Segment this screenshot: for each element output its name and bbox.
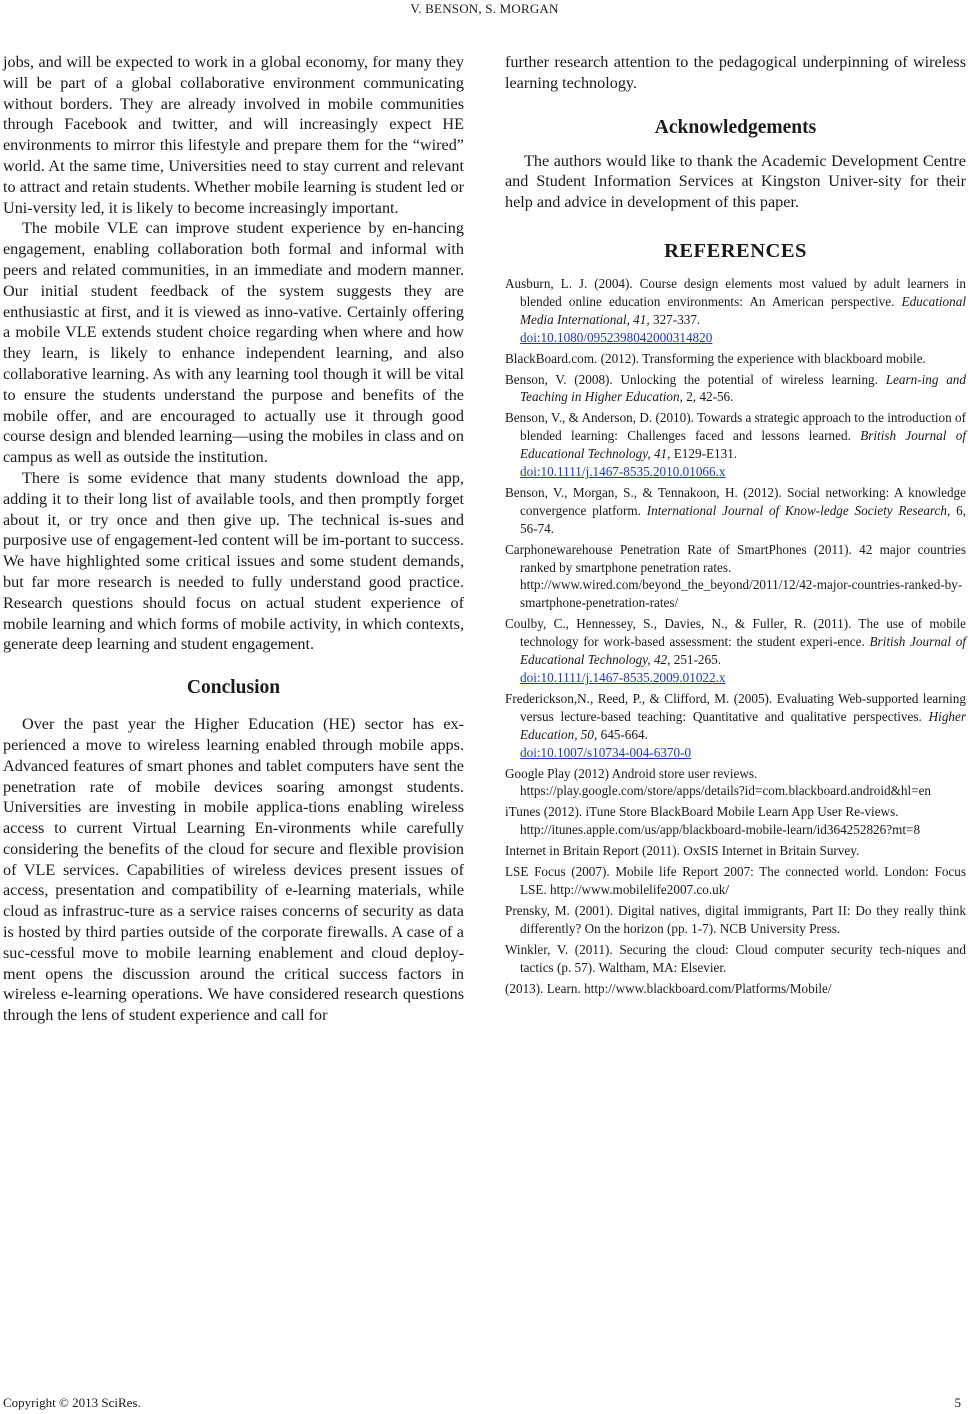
reference-text: , 6, 56-74. <box>520 502 966 536</box>
doi-link[interactable]: doi:10.1111/j.1467-8535.2009.01022.x <box>520 670 726 686</box>
acknowledgements-heading: Acknowledgements <box>654 116 817 138</box>
reference-journal: British Journal of Educational Technology, 41, <box>520 428 966 462</box>
copyright-notice: Copyright © 2013 SciRes. <box>3 1395 141 1410</box>
reference-journal: British Journal of Educational Technology, 42, <box>520 634 966 668</box>
reference-item <box>505 615 966 687</box>
reference-text: Google Play (2012) Android store user reviews. <box>505 765 758 781</box>
reference-text: (2013). Learn. http://www.blackboard.com/Platforms/Mobile/ <box>505 980 832 996</box>
page-number: 5 <box>954 1395 961 1410</box>
reference-text: Prensky, M. (2001). Digital natives, digital immigrants, Part II: Do they really think differently? On the horizon (pp. 1-7). NCB University Press. <box>505 902 966 936</box>
reference-text: Ausburn, L. J. (2004). Course design elements most valued by adult learners in blended online education environments: An American perspective. <box>505 275 966 309</box>
reference-item <box>505 371 966 407</box>
reference-item <box>505 902 966 938</box>
reference-text: , 2, 42-56. <box>679 389 734 405</box>
acknowledgements-paragraph: The authors would like to thank the Academic Development Centre and Student Information Services at Kingston Univer-sity for their help and advice in development of this paper. <box>505 151 966 212</box>
reference-journal: Educational Media International, 41, <box>520 293 966 327</box>
reference-text: Winkler, V. (2011). Securing the cloud: Cloud computer security tech-niques and tactics (p. 57). Waltham, MA: Elsevier. <box>505 941 966 975</box>
reference-text: 645-664. <box>597 726 648 742</box>
reference-text: iTunes (2012). iTune Store BlackBoard Mobile Learn App User Re-views. <box>505 804 899 820</box>
right-column <box>505 52 966 1000</box>
reference-text: Benson, V., & Anderson, D. (2010). Towards a strategic approach to the introduction of blended learning: Challenges faced and lessons learned. <box>505 410 966 444</box>
body-paragraph: The mobile VLE can improve student experience by en-hancing engagement, enabling collaboration both formal and informal with peers and related communities, in an immediate and modern manner. Our initial student feedback of the system suggests they are enthusiastic at first, and it is viewed as inno-vative. Certainly offering a mobile VLE extends student choice regarding when where and how they learn, is likely to enhance independent learning, and also collaborative learning. As with any learning tool though it will be vital to ensure the students understand the purpose and benefits of the mobile offer, and are encouraged to actually use it through good course design and blended learning—using the mobiles in class and on campus as well as outside the institution. <box>3 219 464 467</box>
reference-url-link[interactable]: https://play.google.com/store/apps/details?id=com.blackboard.android&hl=en <box>520 783 932 799</box>
reference-list <box>505 275 966 997</box>
reference-url-link[interactable]: http://www.wired.com/beyond_the_beyond/2011/12/42-major-countries-ranked-by-smartphone-penetration-rates/ <box>520 577 963 611</box>
reference-journal: Higher Education, 50, <box>520 708 966 742</box>
doi-link[interactable]: doi:10.1007/s10734-004-6370-0 <box>520 744 692 760</box>
running-head: V. BENSON, S. MORGAN <box>410 1 559 16</box>
reference-text: 251-265. <box>670 652 721 668</box>
reference-item <box>505 842 966 860</box>
reference-item <box>505 980 966 998</box>
reference-text: Benson, V., Morgan, S., & Tennakoon, H. (2012). Social networking: A knowledge convergence platform. <box>505 484 966 518</box>
reference-journal: International Journal of Know-ledge Society Research <box>646 502 947 518</box>
left-column <box>3 52 464 1026</box>
doi-link[interactable]: doi:10.1111/j.1467-8535.2010.01066.x <box>520 464 726 480</box>
reference-text: Coulby, C., Hennessey, S., Davies, N., & Fuller, R. (2011). The use of mobile technology for work-based assessment: the student experi-ence. <box>505 616 966 650</box>
conclusion-paragraph: Over the past year the Higher Education (HE) sector has ex-perienced a move to wireless learning enabled through mobile apps. Advanced features of smart phones and tablet computers have sent the penetration rate of mobile devices soaring amongst students. Universities are investing in mobile applica-tions enabling wireless access to current Virtual Learning En-vironments while carefully considering the benefits of the cloud for secure and flexible provision of VLE services. Capabilities of wireless devices present issues of access, presentation and compatibility of e-learning materials, while cloud as infrastruc-ture as a service raises concerns of security as data is hosted by third parties outside of the corporate firewalls. A case of a suc-cessful move to mobile learning enablement and cloud deploy-ment opens the discussion around the critical success factors in wireless e-learning operations. We have considered research questions through the lens of student experience and call for <box>3 715 464 1025</box>
reference-text: Carphonewarehouse Penetration Rate of SmartPhones (2011). 42 major countries ranked by smartphone penetration rates. <box>505 541 966 575</box>
reference-item <box>505 690 966 762</box>
reference-text: Frederickson,N., Reed, P., & Clifford, M. (2005). Evaluating Web-supported learning versus lecture-based teaching: Quantitative and qualitative perspectives. <box>505 690 966 724</box>
reference-text: LSE Focus (2007). Mobile life Report 2007: The connected world. London: Focus LSE. http://www.mobilelife2007.co.uk/ <box>505 864 966 897</box>
reference-item <box>505 484 966 538</box>
reference-text: Internet in Britain Report (2011). OxSIS Internet in Britain Survey. <box>505 843 860 859</box>
references-heading: REFERENCES <box>664 239 807 262</box>
continued-paragraph: further research attention to the pedagogical underpinning of wireless learning technology. <box>505 53 966 92</box>
reference-item <box>505 803 966 839</box>
reference-item <box>505 541 966 613</box>
body-paragraph: There is some evidence that many students download the app, adding it to their long list of available tools, and then promptly forget about it, or try once and then give up. The technical is-sues and purposive use of engagement-led content will be im-portant to success. We have highlighted some critical issues and some student demands, but far more research is needed to fully understand good practice. Research questions should focus on actual student experience of mobile learning and which forms of mobile activity, in which contexts, generate deep learning and student engagement. <box>3 468 464 654</box>
reference-text: 327-337. <box>649 311 701 327</box>
doi-link[interactable]: doi:10.1080/0952398042000314820 <box>520 329 713 345</box>
conclusion-heading: Conclusion <box>186 677 281 699</box>
reference-item <box>505 409 966 481</box>
reference-journal: Learn-ing and Teaching in Higher Education <box>520 371 966 405</box>
reference-item <box>505 941 966 977</box>
reference-text: BlackBoard.com. (2012). Transforming the experience with blackboard mobile. <box>505 350 926 366</box>
reference-item <box>505 275 966 347</box>
reference-item <box>505 863 966 899</box>
reference-url-link[interactable]: http://itunes.apple.com/us/app/blackboard-mobile-learn/id364252826?mt=8 <box>520 822 921 838</box>
body-paragraph: jobs, and will be expected to work in a global economy, for many they will be part of a global collaborative environment communicating without borders. They are already involved in mobile communities through Facebook and twitter, and will increasingly expect HE environments to mirror this lifestyle and prepare them for the “wired” world. At the same time, Universities need to stay current and relevant to attract and retain students. Whether mobile learning is student led or Uni-versity led, it is likely to become increasingly important. <box>3 53 464 217</box>
reference-text: E129-E131. <box>670 446 738 462</box>
reference-text: Benson, V. (2008). Unlocking the potential of wireless learning. <box>505 371 886 387</box>
reference-item <box>505 350 966 368</box>
reference-item <box>505 765 966 801</box>
